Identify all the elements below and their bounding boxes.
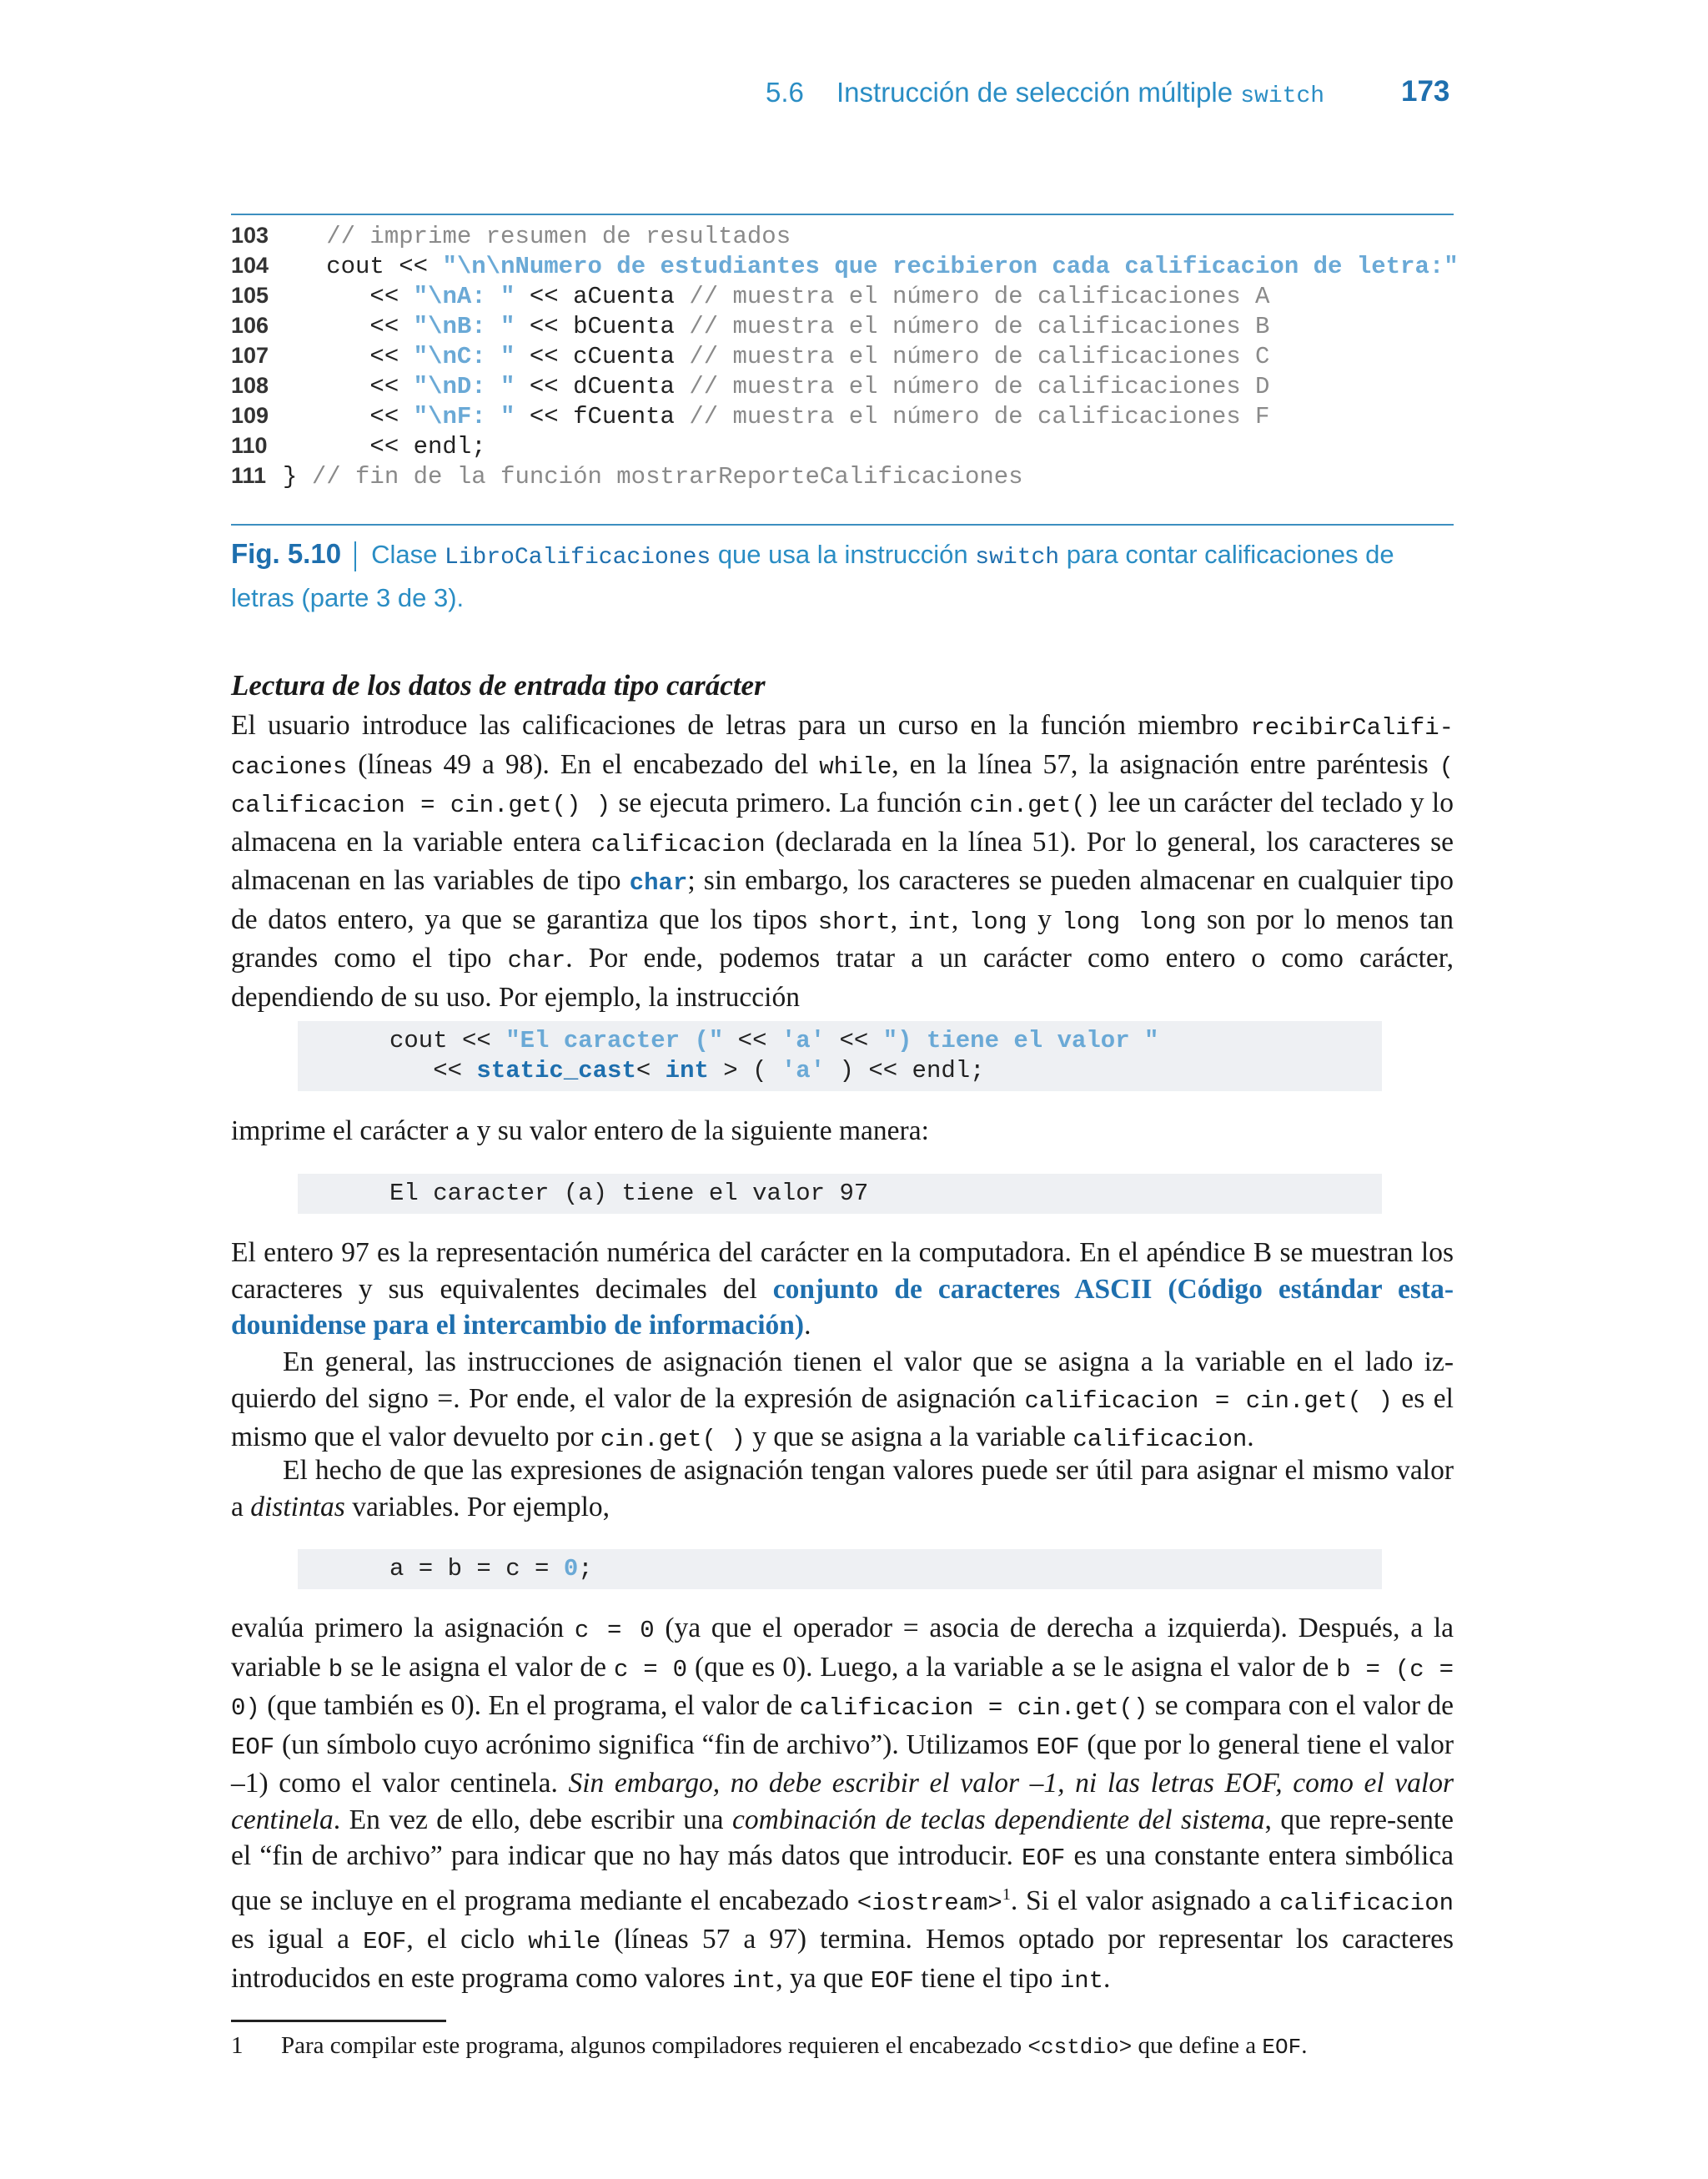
running-header	[0, 77, 1453, 123]
code-example-1	[298, 1021, 1382, 1091]
code-example-1-line-1: cout << "El caracter (" << 'a' << ") tiene el valor "	[389, 1027, 1159, 1054]
line-code: << "\nD: " << dCuenta // muestra el número de calificaciones D	[369, 373, 1270, 400]
line-number: 108	[231, 373, 269, 398]
line-code: << "\nB: " << bCuenta // muestra el número de calificaciones B	[369, 313, 1270, 340]
footnote-rule	[231, 2020, 446, 2022]
code-line	[231, 430, 486, 460]
line-code: } // fin de la función mostrarReporteCalificaciones	[283, 463, 1023, 491]
code-output-line: El caracter (a) tiene el valor 97	[389, 1180, 869, 1207]
figure-caption: Fig. 5.10 Clase LibroCalificaciones que usa la instrucción switch para contar calificaciones de letras (parte 3 de 3).	[231, 538, 1394, 612]
paragraph-4: En general, las instrucciones de asignación tienen el valor que se asigna a la variable en el lado iz-quierdo del signo =. Por ende, el valor de la expresión de asignación calificacion = cin.get( ) es el mismo que el valor devuelto por cin.get( ) y que se asigna a la variable calificacion.	[231, 1346, 1454, 1453]
line-number: 106	[231, 313, 269, 338]
code-listing	[231, 214, 1459, 526]
ascii-term: conjunto de caracteres ASCII (Código estándar esta-dounidense para el intercambio de información)	[231, 1273, 1454, 1341]
line-number: 104	[231, 253, 269, 278]
code-output	[298, 1174, 1382, 1214]
footnote: 1 Para compilar este programa, algunos compiladores requieren el encabezado <cstdio> que define a EOF.	[231, 2032, 1308, 2060]
section-keyword: switch	[1240, 83, 1325, 109]
code-example-2-line: a = b = c = 0;	[389, 1555, 593, 1583]
code-example-2	[298, 1549, 1382, 1589]
code-line	[231, 280, 1269, 310]
paragraph-1: El usuario introduce las calificaciones de letras para un curso en la función miembro recibirCalifi-caciones (líneas 49 a 98). En el encabezado del while, en la línea 57, la asignación entre paréntesis ( calificacion = cin.get() ) se ejecuta primero. La función cin.get() lee un carácter del teclado y lo almacena en la variable entera calificacion (declarada en la línea 51). Por lo general, los caracteres se almacenan en las variables de tipo char; sin embargo, los caracteres se pueden almacenar en cualquier tipo de datos entero, ya que se garantiza que los tipos short, int, long y long long son por lo menos tan grandes como el tipo char. Por ende, podemos tratar a un carácter como entero o como carácter, dependiendo de su uso. Por ejemplo, la instrucción	[231, 710, 1454, 1013]
code-line	[231, 310, 1269, 340]
line-number: 110	[231, 433, 268, 458]
line-number: 109	[231, 403, 269, 428]
line-code: << "\nC: " << cCuenta // muestra el número de calificaciones C	[369, 343, 1270, 370]
line-number: 107	[231, 343, 269, 368]
code-line	[231, 400, 1269, 430]
code-example-1-line-2: << static_cast< int > ( 'a' ) << endl;	[389, 1057, 985, 1084]
line-code: << endl;	[369, 433, 486, 460]
line-number: 103	[231, 223, 269, 248]
section-heading: Lectura de los datos de entrada tipo carácter	[231, 669, 766, 702]
line-code: // imprime resumen de resultados	[326, 223, 791, 250]
line-code: << "\nF: " << fCuenta // muestra el número de calificaciones F	[369, 403, 1270, 430]
line-code: << "\nA: " << aCuenta // muestra el número de calificaciones A	[369, 283, 1270, 310]
page-number: 173	[1401, 75, 1450, 108]
code-line	[231, 340, 1269, 370]
paragraph-2: imprime el carácter a y su valor entero de la siguiente manera:	[231, 1115, 929, 1147]
paragraph-3: El entero 97 es la representación numérica del carácter en la computadora. En el apéndice B se muestran los caracteres y sus equivalentes decimales del conjunto de caracteres ASCII (Código estándar esta-dounidense para el intercambio de información).	[231, 1237, 1454, 1341]
paragraph-6: evalúa primero la asignación c = 0 (ya que el operador = asocia de derecha a izquierda). Después, a la variable b se le asigna el valor de c = 0 (que es 0). Luego, a la variable a se le asigna el valor de b = (c = 0) (que también es 0). En el programa, el valor de calificacion = cin.get() se compara con el valor de EOF (un símbolo cuyo acrónimo significa “fin de archivo”). Utilizamos EOF (que por lo general tiene el valor –1) como el valor centinela. Sin embargo, no debe escribir el valor –1, ni las letras EOF, como el valor centinela. En vez de ello, debe escribir una combinación de teclas dependiente del sistema, que repre-sente el “fin de archivo” para indicar que no hay más datos que introducir. EOF es una constante entera simbólica que se incluye en el programa mediante el encabezado <iostream>$^1$. Si el valor asignado a calificacion es igual a EOF, el ciclo while (líneas 57 a 97) termina. Hemos optado por representar los caracteres introducidos en este programa como valores int, ya que EOF tiene el tipo int.	[231, 1613, 1454, 1995]
figure-label: Fig. 5.10	[231, 538, 342, 569]
code-line	[231, 250, 1459, 280]
code-line	[231, 220, 791, 250]
caption-separator	[354, 541, 356, 571]
line-number: 111	[231, 463, 267, 488]
line-code: cout << "\n\nNumero de estudiantes que recibieron cada calificacion de letra:"	[326, 253, 1459, 280]
footnote-ref: 1	[1002, 1885, 1011, 1904]
code-line	[231, 370, 1269, 400]
paragraph-5: El hecho de que las expresiones de asignación tengan valores puede ser útil para asignar el mismo valor a distintas variables. Por ejemplo,	[231, 1455, 1454, 1522]
line-number: 105	[231, 283, 269, 308]
code-line	[231, 460, 1023, 491]
section-title: Instrucción de selección múltiple switch	[836, 77, 1325, 109]
section-number: 5.6	[766, 77, 804, 108]
